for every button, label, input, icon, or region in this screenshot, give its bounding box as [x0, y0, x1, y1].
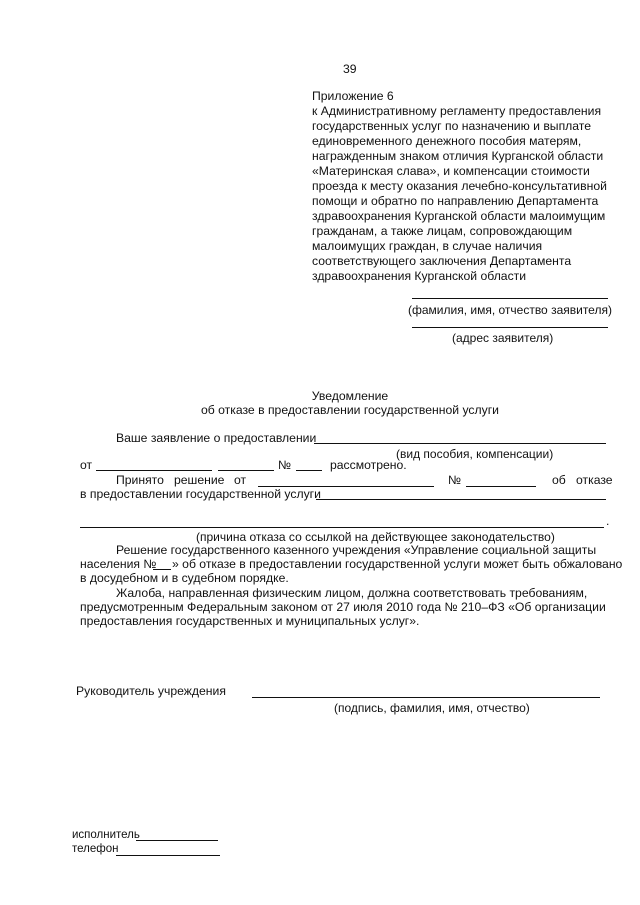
- date-line-2[interactable]: [218, 470, 274, 471]
- from-label: от: [80, 458, 93, 472]
- applicant-address-caption: (адрес заявителя): [452, 331, 554, 345]
- appendix-line: здравоохранения Курганской области: [312, 269, 527, 283]
- applicant-name-caption: (фамилия, имя, отчество заявителя): [408, 303, 612, 317]
- appendix-line: помощи и обратно по направлению Департамента: [312, 194, 599, 208]
- decision-word: Принято: [116, 473, 164, 487]
- reason-period: .: [606, 514, 610, 528]
- application-label: Ваше заявление о предоставлении: [116, 431, 317, 445]
- appendix-line: здравоохранения Курганской области малоимущим: [312, 209, 606, 223]
- reason-line[interactable]: [80, 527, 604, 528]
- signature-label: Руководитель учреждения: [76, 684, 226, 698]
- signature-line[interactable]: [252, 697, 600, 698]
- applicant-name-line[interactable]: [412, 298, 608, 299]
- decision-word: об: [552, 473, 566, 487]
- para1-line: Решение государственного казенного учреждения «Управление социальной защиты: [116, 543, 597, 557]
- usczn-number-line[interactable]: [153, 569, 171, 570]
- para1-line: в досудебном и в судебном порядке.: [80, 571, 289, 585]
- notice-subtitle: об отказе в предоставлении государственной услуги: [200, 403, 499, 417]
- appendix-line: единовременного денежного пособия матерям,: [312, 134, 582, 148]
- phone-label: телефон: [72, 843, 119, 855]
- appendix-line: малоимущих граждан, в случае наличия: [312, 239, 543, 253]
- appendix-line: соответствующего заключения Департамента: [312, 254, 572, 268]
- appendix-line: награжденным знаком отличия Курганской области: [312, 149, 604, 163]
- executor-line[interactable]: [136, 840, 218, 841]
- decision-number-label: №: [448, 473, 462, 487]
- benefit-type-line[interactable]: [314, 443, 606, 444]
- phone-line[interactable]: [116, 855, 220, 856]
- para1-line-a: населения №: [80, 557, 157, 571]
- refusal-text: в предоставлении государственной услуги: [80, 487, 321, 501]
- appendix-block: [312, 89, 607, 284]
- decision-word: отказе: [576, 473, 613, 487]
- number-label: №: [278, 458, 292, 472]
- reason-caption: (причина отказа со ссылкой на действующее законодательство): [196, 530, 555, 544]
- refusal-service-line[interactable]: [316, 499, 606, 500]
- applicant-address-line[interactable]: [412, 327, 608, 328]
- notice-title: Уведомление: [311, 389, 389, 403]
- decision-word: от: [234, 473, 247, 487]
- date-line-1[interactable]: [96, 470, 212, 471]
- para2-line: Жалоба, направленная физическим лицом, должна соответствовать требованиям,: [116, 586, 588, 600]
- considered-text: рассмотрено.: [330, 458, 407, 472]
- appendix-line: проезда к месту оказания лечебно-консультативной: [312, 179, 607, 193]
- decision-number-line[interactable]: [466, 486, 536, 487]
- page-number: 39: [343, 62, 357, 76]
- benefit-type-caption: (вид пособия, компенсации): [396, 447, 554, 461]
- executor-label: исполнитель: [72, 829, 140, 841]
- para1-line-b: » об отказе в предоставлении государственной услуги может быть обжаловано: [172, 557, 623, 571]
- appendix-line: государственных услуг по назначению и выплате: [312, 119, 592, 133]
- decision-word: решение: [174, 473, 225, 487]
- appendix-line: «Материнская слава», и компенсации стоимости: [312, 164, 590, 178]
- number-line[interactable]: [296, 470, 322, 471]
- signature-caption: (подпись, фамилия, имя, отчество): [334, 701, 530, 715]
- appendix-line: к Административному регламенту предоставления: [312, 104, 602, 118]
- appendix-line: гражданам, а также лицам, сопровождающим: [312, 224, 573, 238]
- appendix-title: Приложение 6: [312, 89, 394, 103]
- para2-line: предусмотренным Федеральным законом от 27 июля 2010 года № 210–ФЗ «Об организации: [80, 600, 606, 614]
- para2-line: предоставления государственных и муниципальных услуг».: [80, 614, 420, 628]
